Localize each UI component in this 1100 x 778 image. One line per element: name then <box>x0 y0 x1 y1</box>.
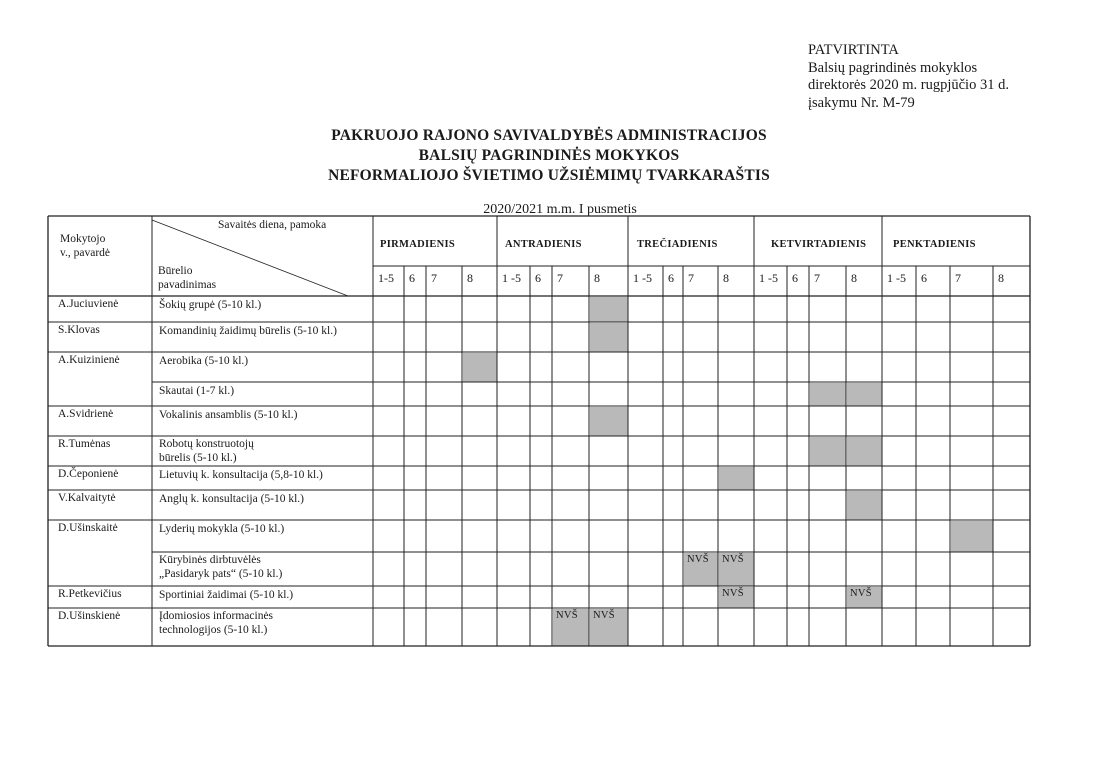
teacher-name: V.Kalvaitytė <box>58 492 116 504</box>
day-header: ANTRADIENIS <box>505 239 582 250</box>
lesson-slot-label: 1 -5 <box>759 271 778 285</box>
day-header: KETVIRTADIENIS <box>771 239 867 250</box>
club-name: Įdomiosios informacinės <box>159 610 274 622</box>
teacher-name: D.Ušinskaitė <box>58 522 118 534</box>
shaded-cell <box>847 383 882 406</box>
nvs-mark: NVŠ <box>850 588 872 599</box>
club-column-header <box>158 264 216 292</box>
lesson-slot-label: 7 <box>688 271 694 285</box>
teacher-name: S.Klovas <box>58 324 100 336</box>
teacher-name: D.Ušinskienė <box>58 610 121 622</box>
club-name: Anglų k. konsultacija (5-10 kl.) <box>159 493 305 505</box>
club-name: Skautai (1-7 kl.) <box>159 385 235 397</box>
teacher-name: R.Petkevičius <box>58 588 122 600</box>
day-header: PENKTADIENIS <box>893 239 976 250</box>
lesson-slot-label: 8 <box>467 271 473 285</box>
club-name: Kūrybinės dirbtuvėlės <box>159 554 261 566</box>
approval-line-3: direktorės 2020 m. rugpjūčio 31 d. <box>808 77 1009 93</box>
approval-line-2: Balsių pagrindinės mokyklos <box>808 59 978 76</box>
teacher-name: D.Čeponienė <box>58 468 119 480</box>
club-name: Lyderių mokykla (5-10 kl.) <box>159 523 285 535</box>
teacher-name: R.Tumėnas <box>58 438 111 450</box>
club-name: Aerobika (5-10 kl.) <box>159 355 249 367</box>
teacher-name: A.Svidrienė <box>58 408 114 420</box>
lesson-slot-label: 6 <box>792 271 798 285</box>
lesson-slot-label: 1 -5 <box>502 271 521 285</box>
club-name: Vokalinis ansamblis (5-10 kl.) <box>159 409 298 421</box>
shaded-cell <box>590 297 628 322</box>
lesson-slot-label: 7 <box>557 271 563 285</box>
club-name: Šokių grupė (5-10 kl.) <box>159 299 262 311</box>
school-period: 2020/2021 m.m. I pusmetis <box>483 202 637 217</box>
teacher-column-header <box>60 232 110 260</box>
lesson-slot-label: 8 <box>851 271 857 285</box>
teacher-name: A.Kuizinienė <box>58 354 120 366</box>
shaded-cell <box>847 491 882 520</box>
weekday-lesson-header: Savaitės diena, pamoka <box>218 219 327 231</box>
lesson-slot-label: 7 <box>814 271 820 285</box>
nvs-mark: NVŠ <box>556 610 578 621</box>
lesson-slot-label: 6 <box>668 271 674 285</box>
club-name: Lietuvių k. konsultacija (5,8-10 kl.) <box>159 469 323 481</box>
title-line-2: BALSIŲ PAGRINDINĖS MOKYKOS <box>418 147 680 164</box>
teacher-header-line-1: Mokytojo <box>60 233 106 245</box>
day-header: TREČIADIENIS <box>637 239 718 250</box>
shaded-cell <box>463 353 497 382</box>
shaded-cell <box>951 521 993 552</box>
shaded-cell <box>590 407 628 436</box>
approval-line-1: PATVIRTINTA <box>808 42 899 58</box>
club-name-line-2: „Pasidaryk pats“ (5-10 kl.) <box>159 568 283 580</box>
lesson-slot-label: 7 <box>955 271 961 285</box>
shaded-cell <box>810 437 846 466</box>
lesson-slot-label: 1 -5 <box>887 271 906 285</box>
club-name: Robotų konstruotojų <box>159 438 254 450</box>
lesson-slot-label: 6 <box>535 271 541 285</box>
lesson-slot-label: 8 <box>998 271 1004 285</box>
lesson-slot-label: 8 <box>594 271 600 285</box>
club-header-line-1: Būrelio <box>158 265 193 277</box>
nvs-mark: NVŠ <box>722 588 744 599</box>
lesson-slot-label: 8 <box>723 271 729 285</box>
nvs-mark: NVŠ <box>687 554 709 565</box>
club-name: Komandinių žaidimų būrelis (5-10 kl.) <box>159 325 337 337</box>
shaded-cell <box>719 467 754 490</box>
approval-line-4: įsakymu Nr. M-79 <box>808 94 915 111</box>
title-line-3: NEFORMALIOJO ŠVIETIMO UŽSIĖMIMŲ TVARKARAŠTIS <box>328 167 770 184</box>
day-header: PIRMADIENIS <box>380 239 456 250</box>
nvs-mark: NVŠ <box>593 610 615 621</box>
club-name-line-2: technologijos (5-10 kl.) <box>159 624 268 636</box>
club-header-line-2: pavadinimas <box>158 279 217 291</box>
shaded-cell <box>590 323 628 352</box>
club-name: Sportiniai žaidimai (5-10 kl.) <box>159 589 294 601</box>
shaded-cell <box>810 383 846 406</box>
lesson-slot-label: 6 <box>921 271 927 285</box>
nvs-mark: NVŠ <box>722 554 744 565</box>
lesson-slot-label: 1 -5 <box>633 271 652 285</box>
teacher-header-line-2: v., pavardė <box>60 247 111 259</box>
shaded-cell <box>847 437 882 466</box>
lesson-slot-label: 6 <box>409 271 415 285</box>
teacher-name: A.Juciuvienė <box>58 298 119 310</box>
lesson-slot-label: 7 <box>431 271 437 285</box>
title-line-1: PAKRUOJO RAJONO SAVIVALDYBĖS ADMINISTRACIJOS <box>331 127 767 144</box>
club-name-line-2: būrelis (5-10 kl.) <box>159 452 237 464</box>
lesson-slot-label: 1-5 <box>378 271 394 285</box>
